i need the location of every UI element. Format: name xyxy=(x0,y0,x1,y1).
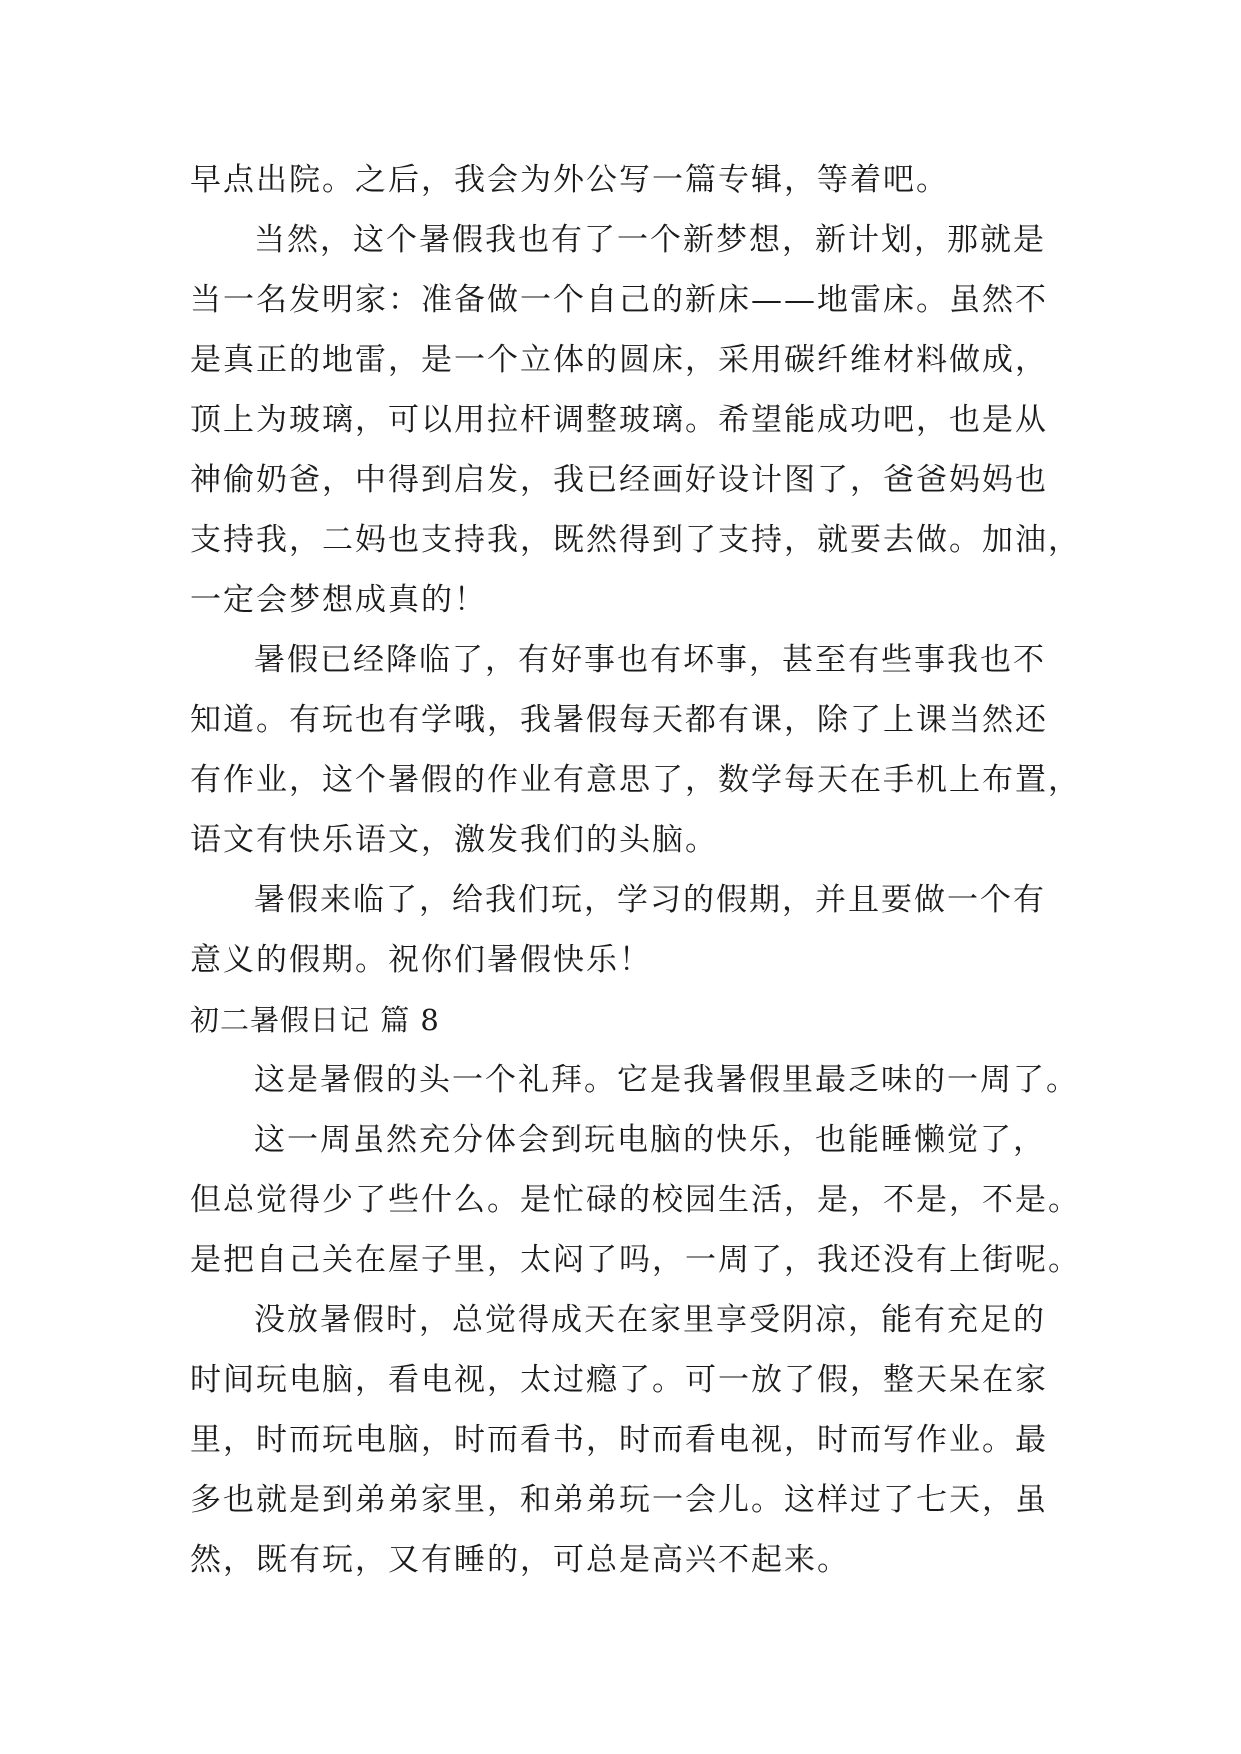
text-line: 里，时而玩电脑，时而看书，时而看电视，时而写作业。最 xyxy=(190,1422,1048,1458)
text-line: 是真正的地雷，是一个立体的圆床，采用碳纤维材料做成， xyxy=(190,342,1048,378)
text-line: 有作业，这个暑假的作业有意思了，数学每天在手机上布置， xyxy=(190,762,1081,798)
text-line: 早点出院。之后，我会为外公写一篇专辑，等着吧。 xyxy=(190,162,949,198)
document-body xyxy=(190,150,1081,1590)
text-line: 知道。有玩也有学哦，我暑假每天都有课，除了上课当然还 xyxy=(190,702,1048,738)
paragraph-start-line: 这一周虽然充分体会到玩电脑的快乐，也能睡懒觉了， xyxy=(254,1122,1046,1158)
text-line: 神偷奶爸，中得到启发，我已经画好设计图了，爸爸妈妈也 xyxy=(190,462,1048,498)
text-line: 意义的假期。祝你们暑假快乐！ xyxy=(190,942,652,978)
paragraph-start-line: 当然，这个暑假我也有了一个新梦想，新计划，那就是 xyxy=(254,222,1046,258)
paragraph-start-line: 暑假来临了，给我们玩，学习的假期，并且要做一个有 xyxy=(254,882,1046,918)
text-line: 语文有快乐语文，激发我们的头脑。 xyxy=(190,822,718,858)
text-line: 一定会梦想成真的！ xyxy=(190,582,487,618)
paragraph-start-line: 这是暑假的头一个礼拜。它是我暑假里最乏味的一周了。 xyxy=(254,1062,1079,1098)
text-line: 时间玩电脑，看电视，太过瘾了。可一放了假，整天呆在家 xyxy=(190,1362,1048,1398)
text-line: 是把自己关在屋子里，太闷了吗，一周了，我还没有上街呢。 xyxy=(190,1242,1081,1278)
text-line: 但总觉得少了些什么。是忙碌的校园生活，是，不是，不是。 xyxy=(190,1182,1081,1218)
paragraph-start-line: 暑假已经降临了，有好事也有坏事，甚至有些事我也不 xyxy=(254,642,1046,678)
text-line: 多也就是到弟弟家里，和弟弟玩一会儿。这样过了七天，虽 xyxy=(190,1482,1048,1518)
paragraph-start-line: 没放暑假时，总觉得成天在家里享受阴凉，能有充足的 xyxy=(254,1302,1046,1338)
section-heading: 初二暑假日记 篇 8 xyxy=(190,1003,440,1037)
text-line: 顶上为玻璃，可以用拉杆调整玻璃。希望能成功吧，也是从 xyxy=(190,402,1048,438)
text-line: 当一名发明家：准备做一个自己的新床——地雷床。虽然不 xyxy=(190,282,1048,318)
text-line: 支持我，二妈也支持我，既然得到了支持，就要去做。加油， xyxy=(190,522,1081,558)
text-line: 然，既有玩，又有睡的，可总是高兴不起来。 xyxy=(190,1542,850,1578)
